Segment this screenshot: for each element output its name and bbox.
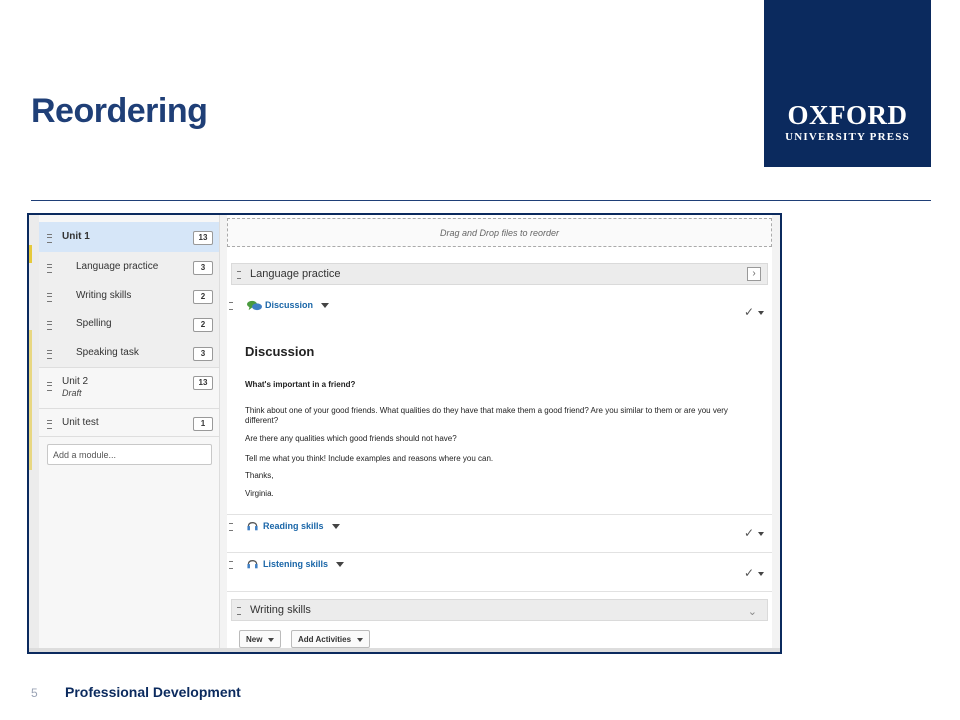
discussion-paragraph: Are there any qualities which good friends should not have? xyxy=(245,434,457,443)
horizontal-scrollbar[interactable] xyxy=(29,648,780,652)
topic-link[interactable] xyxy=(245,559,344,570)
module-speaking-task[interactable] xyxy=(39,338,219,368)
discussion-signature: Virginia. xyxy=(245,489,274,498)
drop-zone[interactable]: Drag and Drop files to reorder xyxy=(227,218,772,247)
dropdown-arrow-icon[interactable] xyxy=(758,572,764,576)
strip-marker xyxy=(29,330,32,470)
module-status: Draft xyxy=(62,388,82,398)
count-badge: 2 xyxy=(193,318,213,332)
topic-link[interactable] xyxy=(245,521,340,532)
new-button[interactable] xyxy=(239,630,281,648)
module-spelling[interactable] xyxy=(39,309,219,339)
chevron-right-icon[interactable]: › xyxy=(747,267,761,281)
module-unit-1[interactable] xyxy=(39,222,219,253)
logo-sub-text: UNIVERSITY PRESS xyxy=(785,131,910,143)
section-title: Writing skills xyxy=(250,604,311,616)
discussion-heading: Discussion xyxy=(245,344,315,359)
topic-discussion xyxy=(227,293,772,515)
section-writing-skills[interactable] xyxy=(231,599,768,621)
add-activities-label: Add Activities xyxy=(298,635,352,644)
section-title: Language practice xyxy=(250,268,341,280)
topic-link[interactable] xyxy=(247,300,329,311)
add-module-input[interactable]: Add a module... xyxy=(47,444,212,465)
dropdown-arrow-icon[interactable] xyxy=(758,532,764,536)
oxford-logo xyxy=(764,0,931,167)
drag-handle-icon[interactable] xyxy=(47,350,52,359)
new-button-label: New xyxy=(246,635,263,644)
add-activities-button[interactable] xyxy=(291,630,370,648)
count-badge: 3 xyxy=(193,261,213,275)
headset-icon xyxy=(245,521,260,532)
count-badge: 13 xyxy=(193,231,213,245)
discussion-icon xyxy=(247,300,262,311)
completion-check-icon[interactable]: ✓ xyxy=(744,526,764,540)
module-unit-2[interactable] xyxy=(39,367,219,409)
discussion-question: What's important in a friend? xyxy=(245,380,356,389)
chevron-down-icon[interactable]: ⌄ xyxy=(747,606,757,618)
left-strip xyxy=(29,215,39,652)
logo-main-text: OXFORD xyxy=(787,100,908,130)
count-badge: 2 xyxy=(193,290,213,304)
drag-handle-icon[interactable] xyxy=(237,271,241,279)
dropdown-arrow-icon[interactable] xyxy=(758,311,764,315)
drag-handle-icon[interactable] xyxy=(229,523,233,531)
module-language-practice[interactable] xyxy=(39,252,219,282)
module-label: Spelling xyxy=(76,318,112,329)
module-sidebar xyxy=(39,215,220,652)
drag-handle-icon[interactable] xyxy=(229,561,233,569)
section-language-practice[interactable] xyxy=(231,263,768,285)
headset-icon xyxy=(245,559,260,570)
footer-text: Professional Development xyxy=(65,684,241,700)
module-unit-test[interactable] xyxy=(39,408,219,437)
discussion-paragraph: Tell me what you think! Include examples and reasons where you can. xyxy=(245,454,494,463)
count-badge: 3 xyxy=(193,347,213,361)
completion-check-icon[interactable]: ✓ xyxy=(744,305,764,319)
drag-handle-icon[interactable] xyxy=(237,607,241,615)
drag-handle-icon[interactable] xyxy=(47,420,52,429)
topic-label: Reading skills xyxy=(263,521,324,531)
discussion-paragraph: Think about one of your good friends. What qualities do they have that make them a good friend? Are you similar to them or are you very different? xyxy=(245,406,728,425)
drag-handle-icon[interactable] xyxy=(47,293,52,302)
module-label: Writing skills xyxy=(76,290,132,301)
count-badge: 13 xyxy=(193,376,213,390)
topic-label: Discussion xyxy=(265,300,314,310)
module-label: Language practice xyxy=(76,261,159,272)
dropdown-arrow-icon[interactable] xyxy=(332,524,340,529)
count-badge: 1 xyxy=(193,417,213,431)
dropdown-arrow-icon[interactable] xyxy=(321,303,329,308)
module-label: Unit 1 xyxy=(62,231,90,242)
page-number: 5 xyxy=(31,686,38,700)
slide-title: Reordering xyxy=(31,92,208,130)
completion-check-icon[interactable]: ✓ xyxy=(744,566,764,580)
module-label: Unit 2 xyxy=(62,376,89,387)
strip-marker xyxy=(29,245,32,263)
drag-handle-icon[interactable] xyxy=(229,302,233,310)
module-label: Speaking task xyxy=(76,347,139,358)
dropdown-arrow-icon xyxy=(268,638,274,642)
module-writing-skills[interactable] xyxy=(39,281,219,310)
drag-handle-icon[interactable] xyxy=(47,234,52,243)
topic-label: Listening skills xyxy=(263,559,329,569)
module-label: Unit test xyxy=(62,417,99,428)
topic-listening-skills xyxy=(227,552,772,592)
topic-reading-skills xyxy=(227,514,772,553)
drag-handle-icon[interactable] xyxy=(47,382,52,391)
discussion-paragraph: Thanks, xyxy=(245,471,274,480)
drag-handle-icon[interactable] xyxy=(47,264,52,273)
title-divider xyxy=(31,200,931,201)
dropdown-arrow-icon[interactable] xyxy=(336,562,344,567)
lms-screenshot xyxy=(27,213,782,654)
dropdown-arrow-icon xyxy=(357,638,363,642)
content-area xyxy=(227,215,772,652)
drag-handle-icon[interactable] xyxy=(47,321,52,330)
